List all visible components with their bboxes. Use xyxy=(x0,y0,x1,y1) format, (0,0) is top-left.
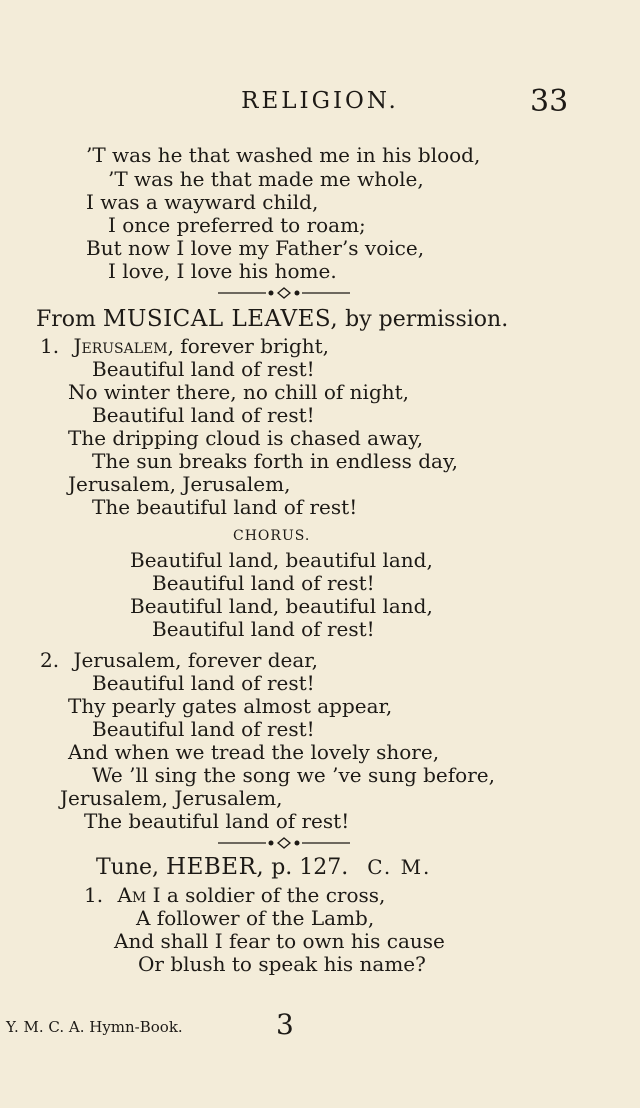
running-title: RELIGION. xyxy=(241,88,399,114)
verse-line: Beautiful land of rest! xyxy=(92,717,315,741)
verse-line: Jerusalem, Jerusalem, xyxy=(60,786,283,810)
verse-number: 1. xyxy=(84,883,104,907)
chorus-line: Beautiful land of rest! xyxy=(152,571,375,595)
verse-first-line xyxy=(84,883,385,907)
verse-line: A follower of the Lamb, xyxy=(136,906,375,930)
verse-line: Beautiful land of rest! xyxy=(92,671,315,695)
verse-line: Beautiful land of rest! xyxy=(92,357,315,381)
verse-first-line xyxy=(40,648,318,672)
stanza-line: I was a wayward child, xyxy=(86,190,319,214)
stanza-line: I once preferred to roam; xyxy=(108,213,366,237)
verse-line: And when we tread the lovely shore, xyxy=(68,740,440,764)
chorus-line: Beautiful land, beautiful land, xyxy=(130,594,433,618)
section-title-suffix: by permission. xyxy=(345,307,509,332)
stanza-line: I love, I love his home. xyxy=(108,259,337,283)
page-number: 33 xyxy=(530,84,569,119)
verse-first-line xyxy=(40,334,329,358)
section-title-prefix: Tune, xyxy=(96,855,160,880)
verse-line: The dripping cloud is chased away, xyxy=(68,426,424,450)
verse-number: 2. xyxy=(40,648,60,672)
verse-line: No winter there, no chill of night, xyxy=(68,380,410,404)
stanza-line: But now I love my Father’s voice, xyxy=(86,236,425,260)
verse-first-rest: I a soldier of the cross, xyxy=(146,883,386,907)
verse-line: Jerusalem, Jerusalem, xyxy=(68,472,291,496)
section-title-prefix: From xyxy=(36,307,96,332)
stanza-line: ’T was he that made me whole, xyxy=(108,167,424,191)
signature-mark: 3 xyxy=(276,1008,294,1041)
verse-line: Beautiful land of rest! xyxy=(92,403,315,427)
section-title-source: MUSICAL LEAVES, xyxy=(102,306,339,332)
chorus-label: CHORUS. xyxy=(233,528,311,544)
tune-page-ref: p. 127. xyxy=(271,855,349,880)
verse-first-word: Jerusalem, xyxy=(73,334,174,358)
footer-signature: Y. M. C. A. Hymn-Book. xyxy=(6,1018,183,1036)
chorus-line: Beautiful land, beautiful land, xyxy=(130,548,433,572)
verse-line: The beautiful land of rest! xyxy=(84,809,350,833)
verse-line: Jerusalem, forever dear, xyxy=(73,648,319,672)
verse-number: 1. xyxy=(40,334,60,358)
section-title xyxy=(96,854,431,880)
section-title xyxy=(36,306,508,332)
tune-name: HEBER, xyxy=(166,854,265,880)
ornament-divider xyxy=(218,837,350,849)
verse-line: Or blush to speak his name? xyxy=(138,952,426,976)
chorus-line: Beautiful land of rest! xyxy=(152,617,375,641)
stanza-line: ’T was he that washed me in his blood, xyxy=(86,143,481,167)
ornament-divider xyxy=(218,287,350,299)
verse-line: The beautiful land of rest! xyxy=(92,495,358,519)
verse-line: The sun breaks forth in endless day, xyxy=(92,449,458,473)
verse-line: We ’ll sing the song we ’ve sung before, xyxy=(92,763,495,787)
verse-line: And shall I fear to own his cause xyxy=(114,929,445,953)
verse-first-rest: forever bright, xyxy=(173,334,330,358)
verse-line: Thy pearly gates almost appear, xyxy=(68,694,393,718)
meter-label: C. M. xyxy=(367,855,432,879)
verse-first-word: Am xyxy=(117,883,147,907)
